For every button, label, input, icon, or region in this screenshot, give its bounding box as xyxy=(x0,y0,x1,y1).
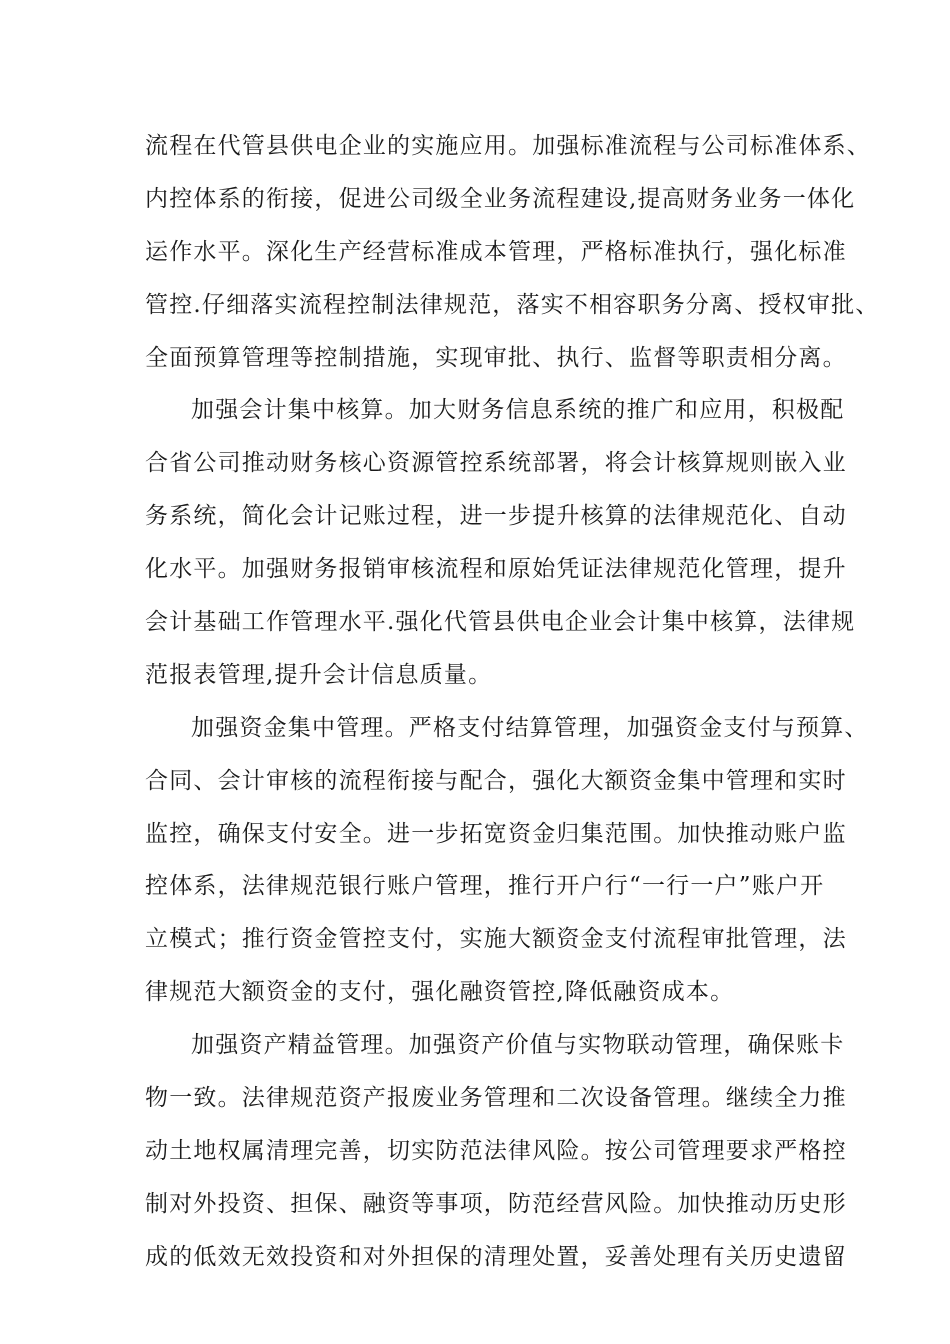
paragraph-first-line: 加强会计集中核算。加大财务信息系统的推广和应用，积极配 xyxy=(191,397,845,424)
paragraph-first-line: 加强资产精益管理。加强资产价值与实物联动管理，确保账卡 xyxy=(191,1032,845,1059)
text-line: 动土地权属清理完善，切实防范法律风险。按公司管理要求严格控 xyxy=(145,1137,847,1164)
text-line: 制对外投资、担保、融资等事项，防范经营风险。加快推动历史形 xyxy=(145,1190,847,1217)
text-line: 合同、会计审核的流程衔接与配合，强化大额资金集中管理和实时 xyxy=(145,767,847,794)
text-line: 化水平。加强财务报销审核流程和原始凭证法律规范化管理，提升 xyxy=(145,556,847,583)
text-line: 全面预算管理等控制措施，实现审批、执行、监督等职责相分离。 xyxy=(145,344,847,371)
text-line: 律规范大额资金的支付，强化融资管控,降低融资成本。 xyxy=(145,979,735,1006)
text-line: 成的低效无效投资和对外担保的清理处置，妥善处理有关历史遗留 xyxy=(145,1243,847,1270)
paragraph-first-line: 加强资金集中管理。严格支付结算管理，加强资金支付与预算、 xyxy=(191,714,869,741)
text-line: 内控体系的衔接，促进公司级全业务流程建设,提高财务业务一体化 xyxy=(145,185,856,212)
text-line: 会计基础工作管理水平.强化代管县供电企业会计集中核算，法律规 xyxy=(145,609,856,636)
text-line: 立模式；推行资金管控支付，实施大额资金支付流程审批管理，法 xyxy=(145,926,847,953)
text-line: 运作水平。深化生产经营标准成本管理，严格标准执行，强化标准 xyxy=(145,238,847,265)
text-line: 务系统，简化会计记账过程，进一步提升核算的法律规范化、自动 xyxy=(145,503,847,530)
text-line: 监控，确保支付安全。进一步拓宽资金归集范围。加快推动账户监 xyxy=(145,820,847,847)
body-text xyxy=(145,128,880,1292)
text-line: 控体系，法律规范银行账户管理，推行开户行“一行一户”账户开 xyxy=(145,873,825,900)
text-line: 流程在代管县供电企业的实施应用。加强标准流程与公司标准体系、 xyxy=(145,133,871,159)
text-line: 合省公司推动财务核心资源管控系统部署，将会计核算规则嵌入业 xyxy=(145,450,847,477)
text-line: 范报表管理,提升会计信息质量。 xyxy=(145,661,493,688)
text-line: 管控.仔细落实流程控制法律规范，落实不相容职务分离、授权审批、 xyxy=(145,291,880,318)
text-line: 物一致。法律规范资产报废业务管理和二次设备管理。继续全力推 xyxy=(145,1085,847,1112)
